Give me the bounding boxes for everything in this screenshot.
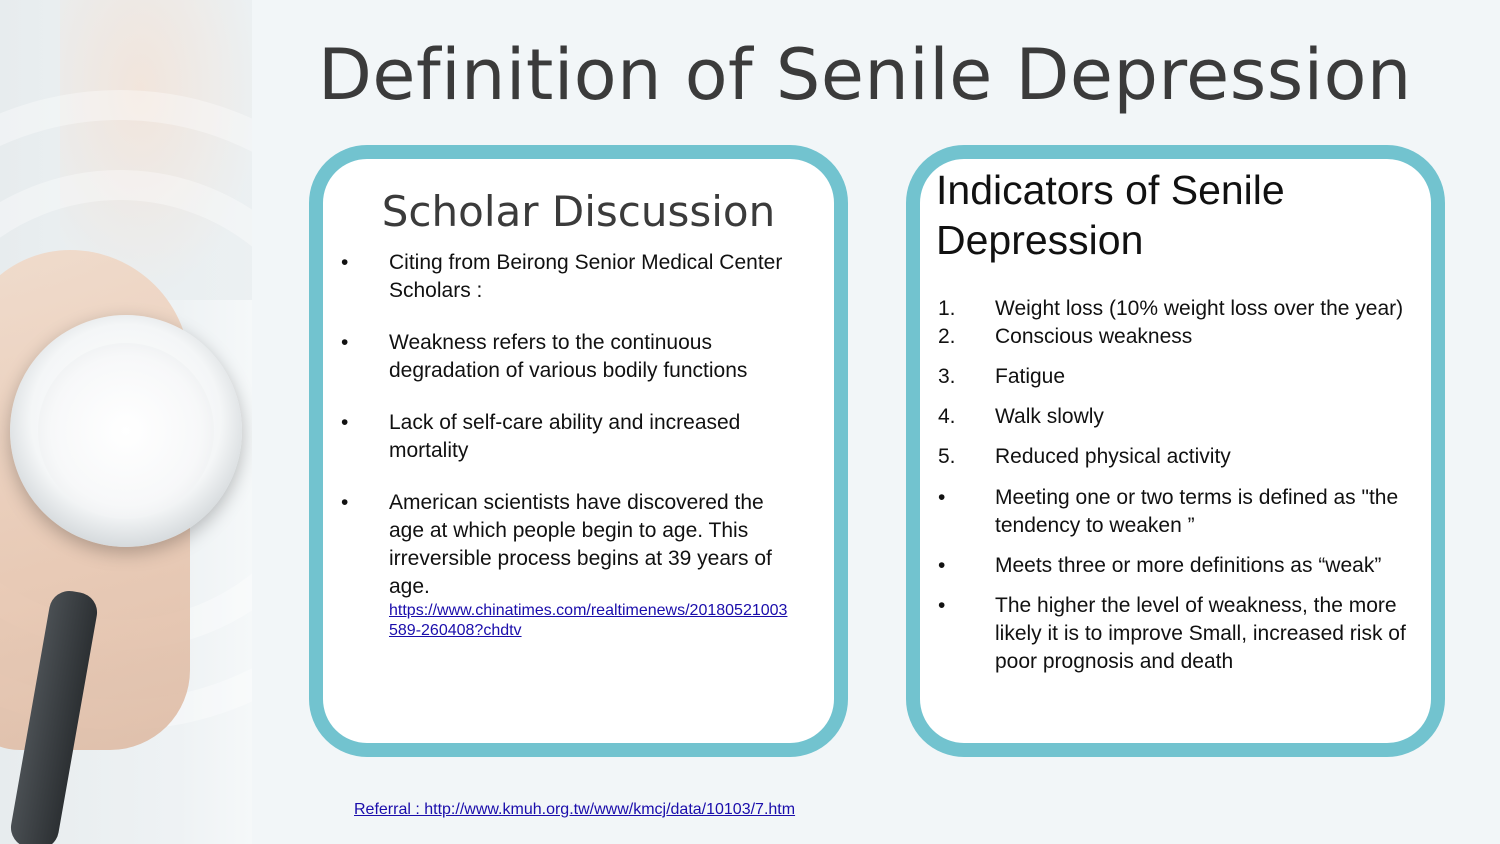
list-item-text: Citing from Beirong Senior Medical Center Scholars : [389, 251, 783, 302]
list-item-text: Meeting one or two terms is defined as "the tendency to weaken ” [995, 486, 1399, 537]
list-item [938, 323, 1435, 351]
slide-title: Definition of Senile Depression [318, 34, 1412, 116]
list-marker: 1. [938, 297, 956, 320]
stethoscope-photo [0, 0, 252, 844]
list-marker: 3. [938, 365, 956, 388]
list-item [341, 489, 789, 641]
bullet-icon: • [341, 331, 349, 354]
source-link[interactable]: https://www.chinatimes.com/realtimenews/20180521003589-260408?chdtv [389, 602, 788, 639]
list-marker: 5. [938, 445, 956, 468]
list-item [938, 552, 1435, 580]
list-item [938, 443, 1435, 471]
indicators-title: Indicators of Senile Depression [936, 167, 1285, 263]
indicators-card [906, 145, 1445, 757]
bullet-icon: • [938, 554, 946, 577]
list-item-text: Conscious weakness [995, 325, 1193, 348]
list-item-text: The higher the level of weakness, the more likely it is to improve Small, increased risk of poor prognosis and death [995, 594, 1406, 673]
list-item-text: Weight loss (10% weight loss over the year) [995, 297, 1404, 320]
list-item-text: Weakness refers to the continuous degradation of various bodily functions [389, 331, 748, 382]
scholar-discussion-list [341, 249, 789, 641]
list-item [938, 363, 1435, 391]
bullet-icon: • [341, 411, 349, 434]
list-item [938, 295, 1435, 323]
list-item [938, 484, 1435, 540]
referral-link[interactable]: Referral : http://www.kmuh.org.tw/www/kmcj/data/10103/7.htm [354, 801, 796, 818]
list-item-text: Reduced physical activity [995, 445, 1231, 468]
list-item [938, 403, 1435, 431]
list-item [938, 592, 1435, 676]
bullet-icon: • [938, 486, 946, 509]
list-item [341, 249, 789, 305]
list-item-text: Fatigue [995, 365, 1066, 388]
list-marker: 2. [938, 325, 956, 348]
list-item-text: Walk slowly [995, 405, 1104, 428]
indicators-list [938, 295, 1435, 676]
list-item-text: American scientists have discovered the age at which people begin to age. This irreversible process begins at 39 years of age. [389, 491, 772, 598]
bullet-icon: • [341, 491, 349, 514]
bullet-icon: • [341, 251, 349, 274]
list-item-text: Meets three or more definitions as “weak” [995, 554, 1382, 577]
list-marker: 4. [938, 405, 956, 428]
list-item [341, 329, 789, 385]
stethoscope-diaphragm [38, 343, 214, 519]
scholar-discussion-title: Scholar Discussion [381, 187, 776, 236]
list-item [341, 409, 789, 465]
bullet-icon: • [938, 594, 946, 617]
scholar-discussion-card [309, 145, 848, 757]
list-item-text: Lack of self-care ability and increased mortality [389, 411, 741, 462]
